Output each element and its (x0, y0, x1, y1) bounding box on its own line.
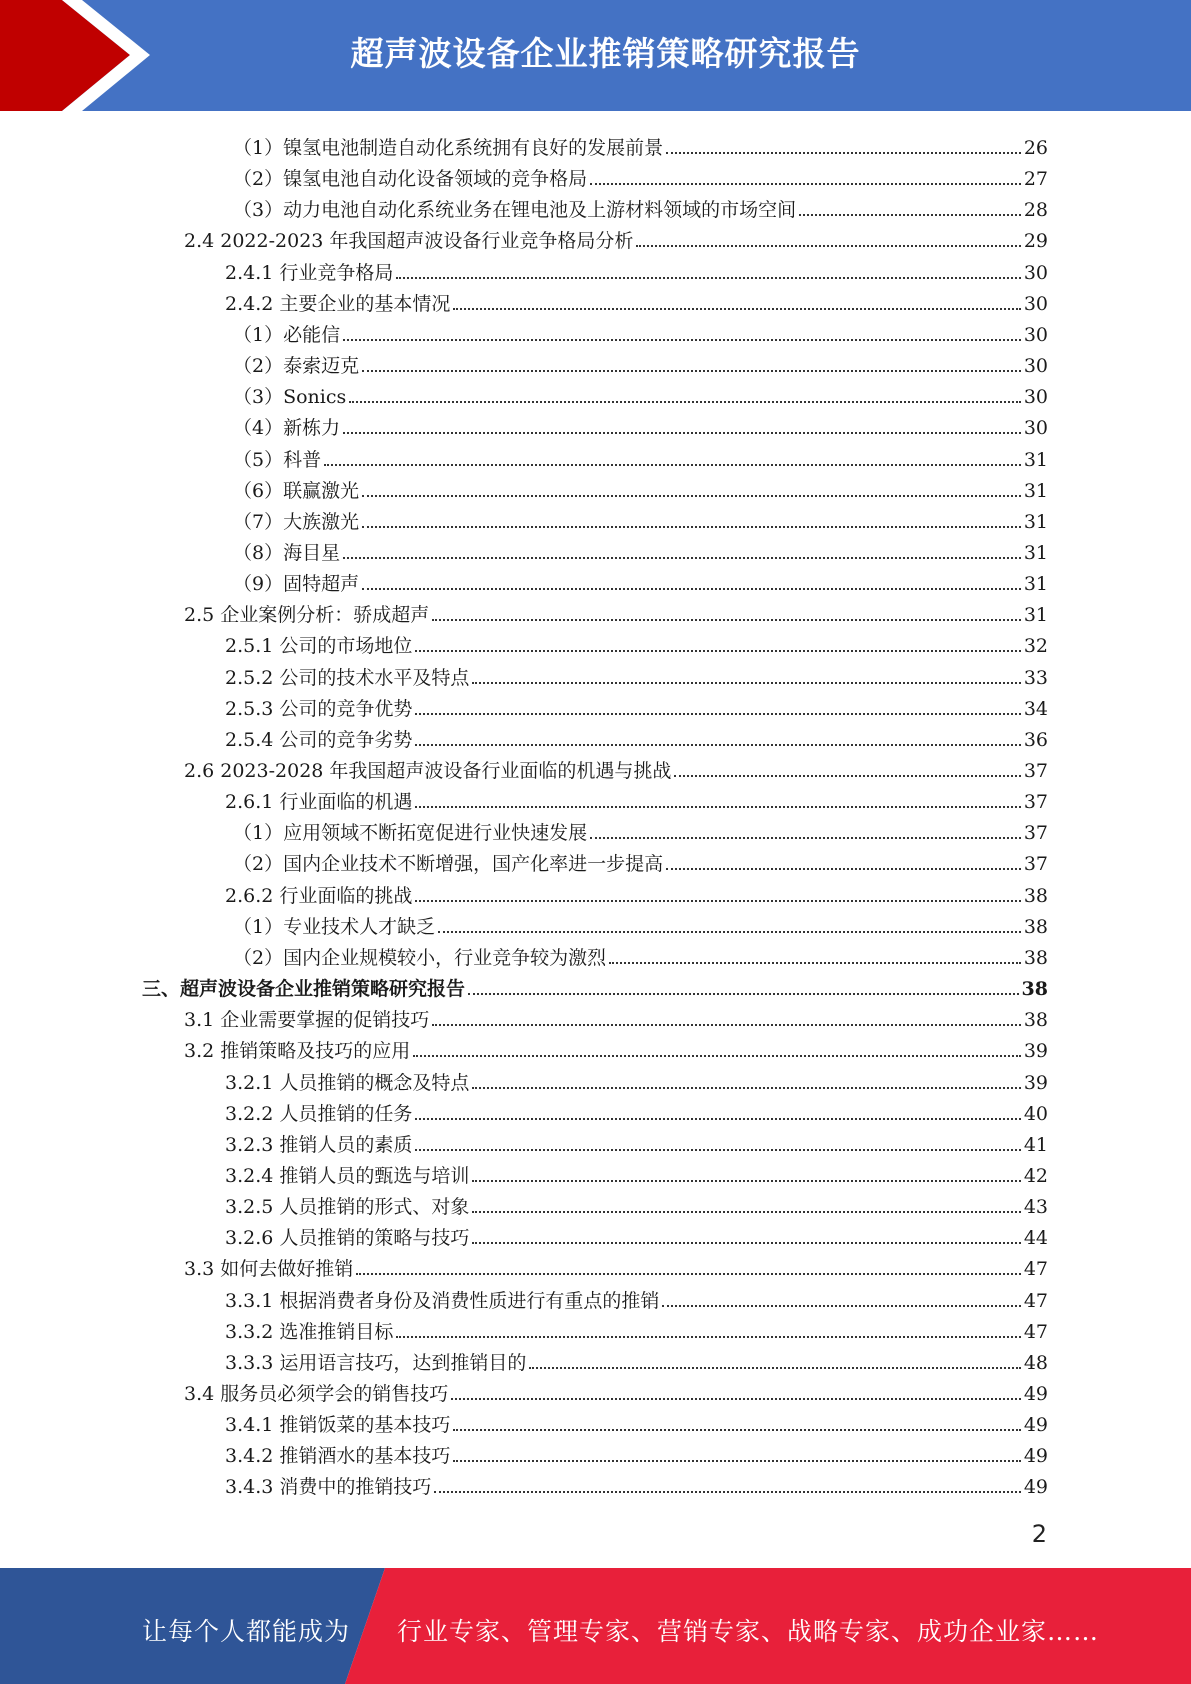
toc-leader-dots (415, 649, 1020, 652)
toc-entry-page: 31 (1023, 541, 1048, 564)
toc-entry-title: 3.2.1 人员推销的概念及特点 (225, 1071, 470, 1094)
toc-entry-page: 47 (1023, 1258, 1048, 1281)
toc-leader-dots (343, 338, 1021, 341)
toc-entry[interactable] (225, 253, 1048, 284)
toc-entry-page: 48 (1023, 1351, 1048, 1374)
page-header (0, 0, 1191, 111)
toc-leader-dots (415, 712, 1020, 715)
toc-leader-dots (415, 805, 1020, 808)
toc-entry[interactable] (225, 1467, 1048, 1498)
toc-entry[interactable] (184, 1249, 1048, 1280)
toc-entry-title: 3.3.2 选准推销目标 (225, 1320, 394, 1343)
toc-entry[interactable] (184, 221, 1048, 252)
toc-leader-dots (343, 431, 1021, 434)
toc-entry-page: 28 (1023, 199, 1048, 222)
toc-entry[interactable] (225, 1218, 1048, 1249)
toc-entry-title: 3.3.1 根据消费者身份及消费性质进行有重点的推销 (225, 1289, 660, 1312)
toc-entry[interactable] (233, 346, 1048, 377)
toc-entry[interactable] (225, 1405, 1048, 1436)
toc-entry-page: 34 (1023, 697, 1048, 720)
toc-entry[interactable] (233, 315, 1048, 346)
toc-entry[interactable] (225, 1343, 1048, 1374)
toc-entry[interactable] (225, 284, 1048, 315)
toc-entry-title: （1）镍氢电池制造自动化系统拥有良好的发展前景 (233, 137, 664, 159)
toc-entry[interactable] (233, 533, 1048, 564)
toc-leader-dots (362, 494, 1021, 497)
toc-entry-title: （2）镍氢电池自动化设备领域的竞争格局 (233, 168, 588, 191)
toc-entry-page: 31 (1023, 510, 1048, 533)
toc-entry-page: 37 (1023, 760, 1048, 782)
toc-entry[interactable] (233, 159, 1048, 190)
toc-entry-title: （8）海目星 (233, 541, 341, 564)
toc-entry-page: 44 (1023, 1227, 1048, 1250)
toc-entry[interactable] (225, 689, 1048, 720)
toc-entry-title: 3.1 企业需要掌握的促销技巧 (184, 1009, 430, 1032)
toc-leader-dots (415, 899, 1020, 902)
toc-entry-title: 3.2.4 推销人员的甄选与培训 (225, 1164, 470, 1187)
toc-leader-dots (472, 1179, 1020, 1182)
toc-leader-dots (438, 930, 1021, 933)
toc-entry[interactable] (233, 128, 1048, 159)
toc-entry-title: 3.3 如何去做好推销 (184, 1258, 354, 1281)
toc-entry-page: 38 (1021, 978, 1048, 1001)
toc-entry[interactable] (233, 190, 1048, 221)
toc-entry-page: 27 (1023, 168, 1048, 191)
toc-entry-page: 37 (1023, 853, 1048, 876)
toc-entry[interactable] (233, 938, 1048, 969)
toc-entry-page: 39 (1023, 1071, 1048, 1094)
toc-leader-dots (666, 867, 1021, 870)
toc-entry[interactable] (225, 782, 1048, 813)
toc-entry-page: 47 (1023, 1320, 1048, 1343)
toc-leader-dots (609, 961, 1021, 964)
toc-entry[interactable] (233, 377, 1048, 408)
toc-entry-page: 29 (1023, 230, 1048, 253)
toc-entry-title: 3.2.6 人员推销的策略与技巧 (225, 1227, 470, 1250)
toc-entry[interactable] (225, 1063, 1048, 1094)
toc-entry-title: 3.4.3 消费中的推销技巧 (225, 1476, 432, 1499)
toc-entry-title: （4）新栋力 (233, 417, 341, 440)
toc-entry[interactable] (184, 751, 1048, 782)
toc-entry-title: 2.4.2 主要企业的基本情况 (225, 292, 451, 315)
toc-leader-dots (472, 1086, 1020, 1089)
toc-entry[interactable] (233, 440, 1048, 471)
toc-leader-dots (451, 1397, 1021, 1400)
toc-entry[interactable] (233, 813, 1048, 844)
toc-leader-dots (349, 400, 1021, 403)
toc-leader-dots (415, 1148, 1020, 1151)
toc-entry[interactable] (184, 1000, 1048, 1031)
toc-entry-title: 2.5.2 公司的技术水平及特点 (225, 666, 470, 689)
toc-entry-title: （1）应用领域不断拓宽促进行业快速发展 (233, 822, 588, 845)
toc-entry-title: 2.5.1 公司的市场地位 (225, 635, 413, 658)
toc-entry-title: （2）国内企业规模较小，行业竞争较为激烈 (233, 946, 607, 969)
toc-entry[interactable] (225, 1156, 1048, 1187)
toc-entry[interactable] (233, 408, 1048, 439)
toc-leader-dots (453, 1459, 1020, 1462)
toc-entry[interactable] (233, 564, 1048, 595)
toc-entry-title: （6）联赢激光 (233, 479, 360, 502)
footer-slogan-right: 行业专家、管理专家、营销专家、战略专家、成功企业家…… (397, 1617, 1100, 1646)
toc-entry[interactable] (225, 1187, 1048, 1218)
toc-entry[interactable] (225, 1281, 1048, 1312)
toc-leader-dots (324, 463, 1021, 466)
toc-leader-dots (356, 1272, 1021, 1275)
toc-entry-title: （3）动力电池自动化系统业务在锂电池及上游材料领域的市场空间 (233, 199, 797, 222)
toc-entry-title: 3.3.3 运用语言技巧，达到推销目的 (225, 1351, 527, 1374)
toc-entry-page: 38 (1023, 884, 1048, 907)
toc-entry-title: 3.2.2 人员推销的任务 (225, 1102, 413, 1125)
toc-entry-title: 2.5 企业案例分析：骄成超声 (184, 604, 430, 627)
toc-entry-page: 30 (1023, 417, 1048, 440)
page-number: 2 (1031, 1520, 1047, 1548)
toc-entry-page: 38 (1023, 915, 1048, 938)
toc-leader-dots (415, 1117, 1020, 1120)
toc-entry[interactable] (233, 844, 1048, 875)
toc-entry-title: （1）专业技术人才缺乏 (233, 915, 436, 938)
toc-leader-dots (799, 213, 1021, 216)
toc-leader-dots (413, 1054, 1021, 1057)
toc-leader-dots (674, 774, 1020, 777)
toc-entry[interactable] (225, 1436, 1048, 1467)
toc-entry-title: （2）国内企业技术不断增强，国产化率进一步提高 (233, 853, 664, 876)
toc-leader-dots (396, 276, 1020, 279)
toc-leader-dots (590, 182, 1021, 185)
toc-leader-dots (362, 587, 1021, 590)
toc-entry-title: 3.4.2 推销酒水的基本技巧 (225, 1445, 451, 1468)
toc-entry-title: 2.4.1 行业竞争格局 (225, 261, 394, 284)
toc-entry-page: 30 (1023, 261, 1048, 284)
toc-entry-page: 32 (1023, 635, 1048, 658)
toc-entry[interactable] (142, 969, 1048, 1000)
toc-entry[interactable] (225, 720, 1048, 751)
toc-leader-dots (590, 836, 1021, 839)
toc-leader-dots (453, 1428, 1020, 1431)
toc-leader-dots (468, 992, 1019, 995)
toc-entry[interactable] (225, 1312, 1048, 1343)
toc-entry-page: 43 (1023, 1196, 1048, 1219)
toc-entry-page: 31 (1023, 479, 1048, 502)
toc-entry-title: 三、超声波设备企业推销策略研究报告 (142, 978, 466, 1001)
toc-leader-dots (662, 1304, 1020, 1307)
toc-entry[interactable] (225, 1125, 1048, 1156)
toc-entry-page: 37 (1023, 791, 1048, 814)
toc-entry[interactable] (225, 658, 1048, 689)
toc-entry-title: 3.2 推销策略及技巧的应用 (184, 1040, 411, 1063)
toc-leader-dots (343, 556, 1021, 559)
toc-entry[interactable] (184, 595, 1048, 626)
toc-entry-page: 31 (1023, 573, 1048, 596)
toc-entry-page: 49 (1023, 1476, 1048, 1499)
toc-leader-dots (666, 151, 1021, 154)
toc-entry-page: 40 (1023, 1102, 1048, 1125)
toc-leader-dots (415, 743, 1020, 746)
toc-entry-title: （5）科普 (233, 448, 322, 471)
toc-entry-title: 2.5.4 公司的竞争劣势 (225, 728, 413, 751)
toc-entry-title: （1）必能信 (233, 323, 341, 346)
toc-entry-title: （7）大族激光 (233, 510, 360, 533)
toc-entry[interactable] (233, 471, 1048, 502)
toc-leader-dots (362, 369, 1021, 372)
toc-entry-title: （3）Sonics (233, 386, 347, 409)
toc-leader-dots (453, 307, 1020, 310)
toc-entry-title: 2.6 2023-2028 年我国超声波设备行业面临的机遇与挑战 (184, 760, 672, 782)
toc-entry-page: 47 (1023, 1289, 1048, 1312)
toc-entry[interactable] (233, 502, 1048, 533)
toc-entry-page: 31 (1023, 448, 1048, 471)
toc-entry-page: 30 (1023, 355, 1048, 378)
toc-entry[interactable] (225, 1094, 1048, 1125)
toc-entry-page: 33 (1023, 666, 1048, 689)
toc-entry-title: 2.6.2 行业面临的挑战 (225, 884, 413, 907)
toc-leader-dots (432, 1023, 1021, 1026)
toc-entry-page: 39 (1023, 1040, 1048, 1063)
toc-entry-title: 2.5.3 公司的竞争优势 (225, 697, 413, 720)
toc-entry-title: 2.6.1 行业面临的机遇 (225, 791, 413, 814)
toc-leader-dots (362, 525, 1021, 528)
toc-leader-dots (472, 681, 1020, 684)
toc-entry[interactable] (225, 626, 1048, 657)
toc-entry[interactable] (184, 1031, 1048, 1062)
toc-entry-page: 31 (1023, 604, 1048, 627)
toc-leader-dots (432, 618, 1021, 621)
toc-entry-title: 3.2.3 推销人员的素质 (225, 1133, 413, 1156)
toc-entry-page: 36 (1023, 728, 1048, 751)
toc-entry-page: 30 (1023, 386, 1048, 409)
toc-entry-title: （2）泰索迈克 (233, 355, 360, 378)
toc-entry-page: 42 (1023, 1164, 1048, 1187)
toc-leader-dots (529, 1366, 1020, 1369)
toc-leader-dots (396, 1335, 1020, 1338)
toc-entry-page: 26 (1023, 137, 1048, 159)
report-title: 超声波设备企业推销策略研究报告 (350, 34, 861, 73)
toc-entry-page: 41 (1023, 1133, 1048, 1156)
footer-slogan-left: 让每个人都能成为 (142, 1617, 351, 1646)
toc-entry-page: 30 (1023, 323, 1048, 346)
toc-entry-title: 3.2.5 人员推销的形式、对象 (225, 1196, 470, 1219)
page-footer (0, 1568, 1191, 1684)
toc-entry-title: 3.4 服务员必须学会的销售技巧 (184, 1383, 449, 1405)
toc-entry-page: 49 (1023, 1445, 1048, 1468)
toc-entry-page: 38 (1023, 946, 1048, 969)
toc-entry-page: 49 (1023, 1383, 1048, 1405)
toc-entry[interactable] (233, 907, 1048, 938)
toc-entry[interactable] (225, 876, 1048, 907)
toc-leader-dots (434, 1490, 1020, 1493)
toc-entry-title: 2.4 2022-2023 年我国超声波设备行业竞争格局分析 (184, 230, 634, 253)
toc-entry-page: 30 (1023, 292, 1048, 315)
toc-leader-dots (472, 1241, 1020, 1244)
toc-entry-page: 49 (1023, 1414, 1048, 1437)
toc-entry-title: 3.4.1 推销饭菜的基本技巧 (225, 1414, 451, 1437)
toc-entry[interactable] (184, 1374, 1048, 1405)
toc-leader-dots (472, 1210, 1020, 1213)
toc-entry-page: 38 (1023, 1009, 1048, 1032)
toc-entry-title: （9）固特超声 (233, 573, 360, 596)
toc-entry-page: 37 (1023, 822, 1048, 845)
toc-leader-dots (636, 244, 1020, 247)
